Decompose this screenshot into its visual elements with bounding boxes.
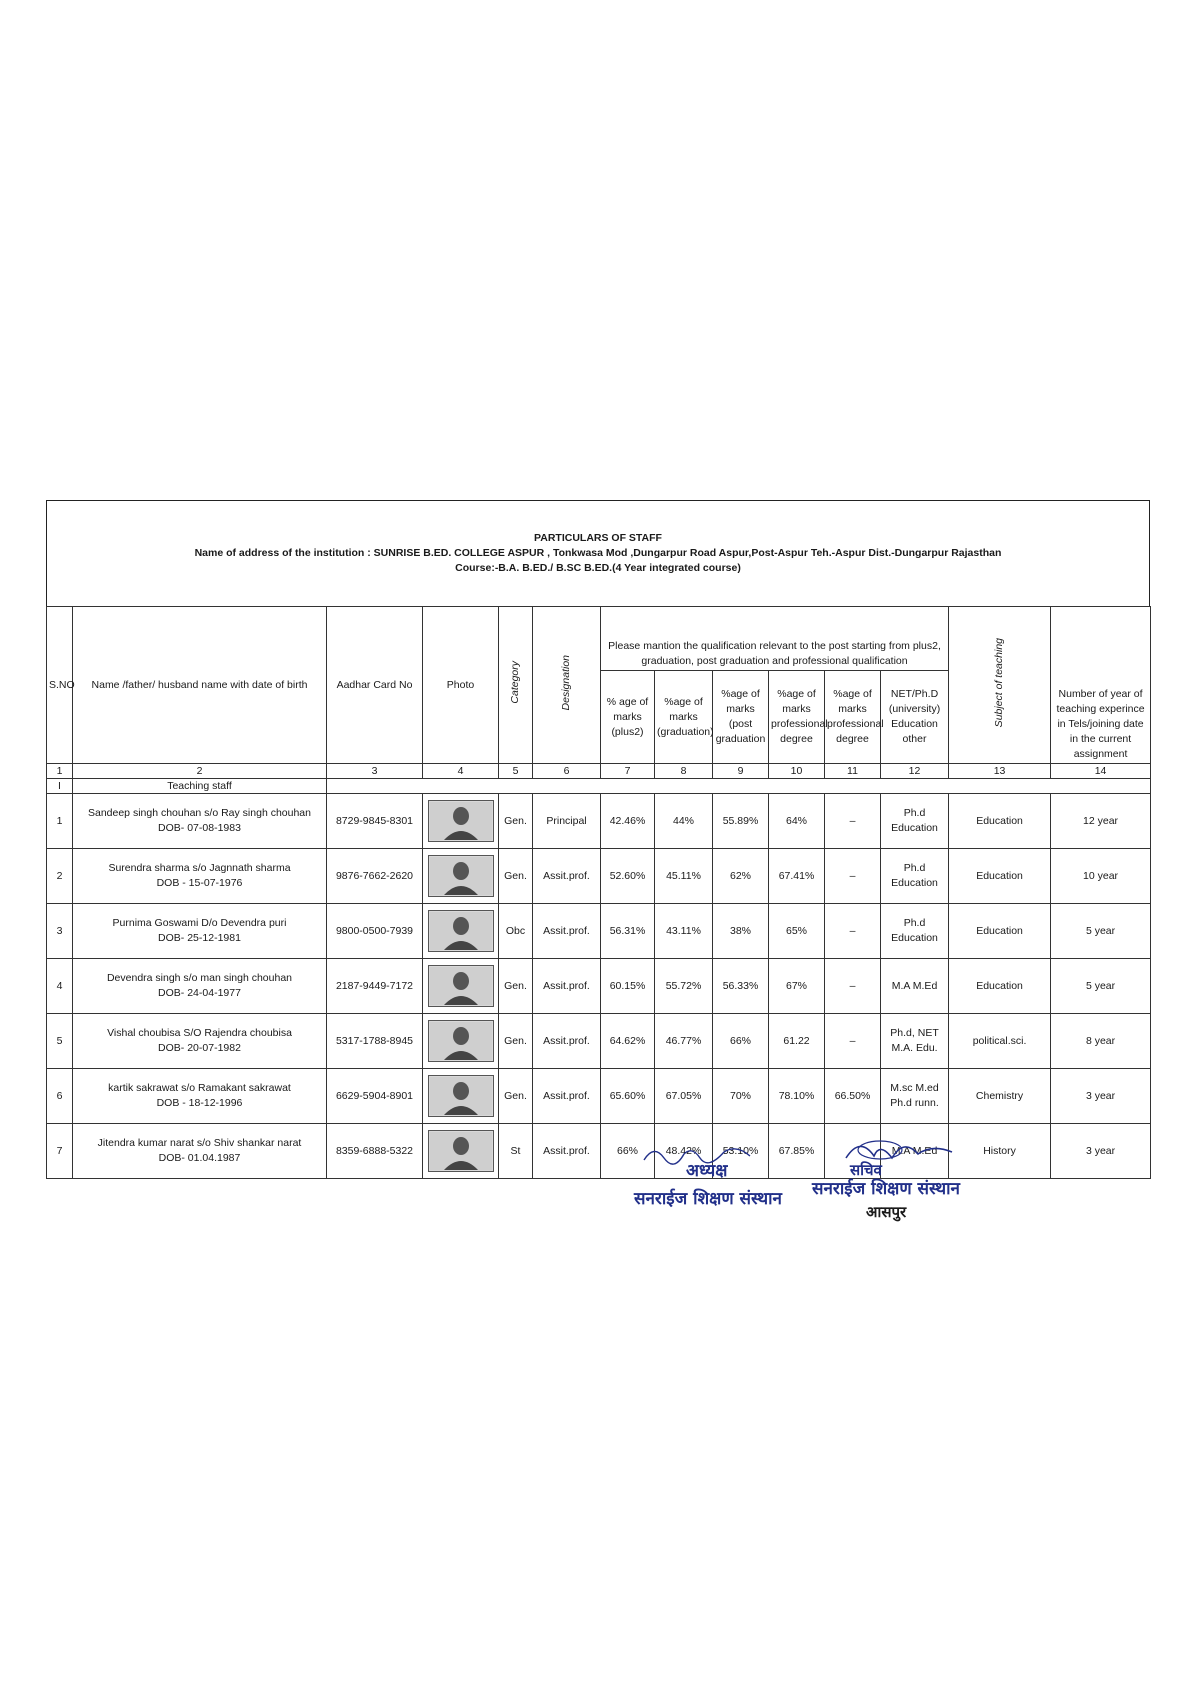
row-professional: 67.41% bbox=[769, 849, 825, 904]
row-post-graduation: 62% bbox=[713, 849, 769, 904]
column-number: 4 bbox=[423, 764, 499, 779]
column-number: 13 bbox=[949, 764, 1051, 779]
row-net-phd: Ph.d Education bbox=[881, 904, 949, 959]
row-professional: 64% bbox=[769, 794, 825, 849]
col-net-phd: NET/Ph.D (university) Education other bbox=[881, 671, 949, 764]
staff-dob: DOB- 25-12-1981 bbox=[158, 932, 241, 944]
row-category: Gen. bbox=[499, 849, 533, 904]
col-professional: %age of marks professional degree bbox=[769, 671, 825, 764]
row-subject: Education bbox=[949, 794, 1051, 849]
table-row bbox=[47, 1124, 1151, 1179]
left-stamp-org: सनराईज शिक्षण संस्थान bbox=[634, 1189, 782, 1209]
row-designation: Principal bbox=[533, 794, 601, 849]
row-photo-cell bbox=[423, 849, 499, 904]
row-photo-cell bbox=[423, 1069, 499, 1124]
row-graduation: 43.11% bbox=[655, 904, 713, 959]
row-professional: 61.22 bbox=[769, 1014, 825, 1069]
row-net-phd: Ph.d, NET M.A. Edu. bbox=[881, 1014, 949, 1069]
row-category: Gen. bbox=[499, 794, 533, 849]
row-professional: 65% bbox=[769, 904, 825, 959]
staff-name: Sandeep singh chouhan s/o Ray singh chouhan bbox=[87, 807, 311, 819]
row-professional: 67% bbox=[769, 959, 825, 1014]
row-subject: Education bbox=[949, 849, 1051, 904]
row-graduation: 48.42% bbox=[655, 1124, 713, 1179]
column-number: 12 bbox=[881, 764, 949, 779]
row-experience: 5 year bbox=[1051, 959, 1151, 1014]
row-sno: 3 bbox=[47, 904, 73, 959]
col-name: Name /father/ husband name with date of birth bbox=[73, 607, 327, 764]
row-sno: 7 bbox=[47, 1124, 73, 1179]
row-name-cell bbox=[73, 849, 327, 904]
staff-table bbox=[46, 606, 1151, 1179]
col-professional-2: %age of marks professional degree bbox=[825, 671, 881, 764]
row-post-graduation: 70% bbox=[713, 1069, 769, 1124]
row-aadhar: 9876-7662-2620 bbox=[327, 849, 423, 904]
row-designation: Assit.prof. bbox=[533, 959, 601, 1014]
staff-photo bbox=[428, 910, 494, 952]
col-category: Category bbox=[499, 607, 533, 764]
row-post-graduation: 55.89% bbox=[713, 794, 769, 849]
row-subject: Education bbox=[949, 904, 1051, 959]
staff-name: Vishal choubisa S/O Rajendra choubisa bbox=[107, 1027, 292, 1039]
staff-document bbox=[46, 500, 1150, 1179]
staff-name: Devendra singh s/o man singh chouhan bbox=[106, 972, 293, 984]
row-category: Gen. bbox=[499, 1069, 533, 1124]
row-professional-2: – bbox=[825, 904, 881, 959]
row-plus2: 64.62% bbox=[601, 1014, 655, 1069]
staff-dob: DOB- 01.04.1987 bbox=[158, 1152, 241, 1164]
document-header bbox=[46, 500, 1150, 606]
col-post-graduation: %age of marks (post graduation bbox=[713, 671, 769, 764]
row-net-phd: M.A M.Ed bbox=[881, 959, 949, 1014]
col-photo: Photo bbox=[423, 607, 499, 764]
row-designation: Assit.prof. bbox=[533, 904, 601, 959]
staff-name: Purnima Goswami D/o Devendra puri bbox=[112, 917, 287, 929]
row-subject: Chemistry bbox=[949, 1069, 1051, 1124]
row-experience: 3 year bbox=[1051, 1124, 1151, 1179]
row-subject: History bbox=[949, 1124, 1051, 1179]
row-plus2: 66% bbox=[601, 1124, 655, 1179]
row-name-cell bbox=[73, 1014, 327, 1069]
row-subject: Education bbox=[949, 959, 1051, 1014]
section-row bbox=[47, 779, 1151, 794]
row-graduation: 45.11% bbox=[655, 849, 713, 904]
staff-photo bbox=[428, 965, 494, 1007]
right-stamp-title: सचिव bbox=[850, 1161, 882, 1179]
document-title: PARTICULARS OF STAFF bbox=[534, 532, 662, 544]
staff-photo bbox=[428, 800, 494, 842]
table-row bbox=[47, 904, 1151, 959]
row-post-graduation: 66% bbox=[713, 1014, 769, 1069]
row-plus2: 42.46% bbox=[601, 794, 655, 849]
staff-name: Jitendra kumar narat s/o Shiv shankar narat bbox=[97, 1137, 302, 1149]
row-professional: 78.10% bbox=[769, 1069, 825, 1124]
row-designation: Assit.prof. bbox=[533, 1124, 601, 1179]
row-sno: 5 bbox=[47, 1014, 73, 1069]
staff-photo bbox=[428, 855, 494, 897]
row-photo-cell bbox=[423, 959, 499, 1014]
row-professional: 67.85% bbox=[769, 1124, 825, 1179]
col-graduation: %age of marks (graduation) bbox=[655, 671, 713, 764]
row-aadhar: 8359-6888-5322 bbox=[327, 1124, 423, 1179]
table-row bbox=[47, 1069, 1151, 1124]
row-post-graduation: 53.10% bbox=[713, 1124, 769, 1179]
row-sno: 6 bbox=[47, 1069, 73, 1124]
row-name-cell bbox=[73, 959, 327, 1014]
column-number: 8 bbox=[655, 764, 713, 779]
staff-dob: DOB - 15-07-1976 bbox=[156, 877, 243, 889]
row-category: Gen. bbox=[499, 1014, 533, 1069]
row-category: Gen. bbox=[499, 959, 533, 1014]
row-aadhar: 2187-9449-7172 bbox=[327, 959, 423, 1014]
row-sno: 2 bbox=[47, 849, 73, 904]
institution-address: Name of address of the institution : SUNRISE B.ED. COLLEGE ASPUR , Tonkwasa Mod ,Dungarpur Road Aspur,Post-Aspur Teh.-Aspur Dist.-Dungarpur Rajasthan bbox=[194, 547, 1002, 559]
row-graduation: 67.05% bbox=[655, 1069, 713, 1124]
row-aadhar: 6629-5904-8901 bbox=[327, 1069, 423, 1124]
staff-name: Surendra sharma s/o Jagnnath sharma bbox=[108, 862, 291, 874]
row-aadhar: 5317-1788-8945 bbox=[327, 1014, 423, 1069]
staff-dob: DOB- 24-04-1977 bbox=[158, 987, 241, 999]
row-sno: 4 bbox=[47, 959, 73, 1014]
column-number: 6 bbox=[533, 764, 601, 779]
col-designation: Designation bbox=[533, 607, 601, 764]
row-net-phd: Ph.d Education bbox=[881, 849, 949, 904]
row-name-cell bbox=[73, 904, 327, 959]
column-number-row bbox=[47, 764, 1151, 779]
row-professional-2: – bbox=[825, 959, 881, 1014]
row-designation: Assit.prof. bbox=[533, 1069, 601, 1124]
row-experience: 12 year bbox=[1051, 794, 1151, 849]
course-line: Course:-B.A. B.ED./ B.SC B.ED.(4 Year integrated course) bbox=[455, 562, 741, 574]
col-sno: S.NO bbox=[47, 607, 73, 764]
staff-photo bbox=[428, 1130, 494, 1172]
header-row bbox=[47, 607, 1151, 671]
row-photo-cell bbox=[423, 794, 499, 849]
row-net-phd: Ph.d Education bbox=[881, 794, 949, 849]
col-aadhar: Aadhar Card No bbox=[327, 607, 423, 764]
row-designation: Assit.prof. bbox=[533, 1014, 601, 1069]
row-photo-cell bbox=[423, 1014, 499, 1069]
row-category: St bbox=[499, 1124, 533, 1179]
row-experience: 8 year bbox=[1051, 1014, 1151, 1069]
column-number: 14 bbox=[1051, 764, 1151, 779]
col-qualification: Please mantion the qualification relevant to the post starting from plus2, graduation, post graduation and professional qualification bbox=[601, 607, 949, 671]
section-roman: I bbox=[47, 779, 73, 794]
row-category: Obc bbox=[499, 904, 533, 959]
left-stamp-title: अध्यक्ष bbox=[686, 1161, 728, 1181]
table-row bbox=[47, 849, 1151, 904]
row-professional-2: – bbox=[825, 849, 881, 904]
table-row bbox=[47, 959, 1151, 1014]
table-row bbox=[47, 1014, 1151, 1069]
column-number: 9 bbox=[713, 764, 769, 779]
row-name-cell bbox=[73, 1069, 327, 1124]
row-plus2: 52.60% bbox=[601, 849, 655, 904]
staff-dob: DOB - 18-12-1996 bbox=[156, 1097, 243, 1109]
row-graduation: 55.72% bbox=[655, 959, 713, 1014]
section-label: Teaching staff bbox=[73, 779, 327, 794]
column-number: 11 bbox=[825, 764, 881, 779]
col-experience: Number of year of teaching experince in Tels/joining date in the current assignment bbox=[1051, 607, 1151, 764]
column-number: 2 bbox=[73, 764, 327, 779]
row-aadhar: 9800-0500-7939 bbox=[327, 904, 423, 959]
column-number: 1 bbox=[47, 764, 73, 779]
row-professional-2: – bbox=[825, 1014, 881, 1069]
row-plus2: 65.60% bbox=[601, 1069, 655, 1124]
col-subject: Subject of teaching bbox=[949, 607, 1051, 764]
row-graduation: 46.77% bbox=[655, 1014, 713, 1069]
row-experience: 3 year bbox=[1051, 1069, 1151, 1124]
row-professional-2: – bbox=[825, 794, 881, 849]
row-name-cell bbox=[73, 794, 327, 849]
staff-rows bbox=[47, 794, 1151, 1179]
row-experience: 10 year bbox=[1051, 849, 1151, 904]
row-post-graduation: 38% bbox=[713, 904, 769, 959]
row-plus2: 56.31% bbox=[601, 904, 655, 959]
column-number: 5 bbox=[499, 764, 533, 779]
row-designation: Assit.prof. bbox=[533, 849, 601, 904]
row-experience: 5 year bbox=[1051, 904, 1151, 959]
row-aadhar: 8729-9845-8301 bbox=[327, 794, 423, 849]
staff-photo bbox=[428, 1020, 494, 1062]
row-sno: 1 bbox=[47, 794, 73, 849]
row-professional-2: 66.50% bbox=[825, 1069, 881, 1124]
row-photo-cell bbox=[423, 1124, 499, 1179]
row-post-graduation: 56.33% bbox=[713, 959, 769, 1014]
row-name-cell bbox=[73, 1124, 327, 1179]
row-graduation: 44% bbox=[655, 794, 713, 849]
staff-dob: DOB- 07-08-1983 bbox=[158, 822, 241, 834]
table-row bbox=[47, 794, 1151, 849]
right-stamp-org: सनराईज शिक्षण संस्थान bbox=[812, 1179, 960, 1199]
staff-name: kartik sakrawat s/o Ramakant sakrawat bbox=[108, 1082, 291, 1094]
column-number: 3 bbox=[327, 764, 423, 779]
staff-photo bbox=[428, 1075, 494, 1117]
col-plus2: % age of marks (plus2) bbox=[601, 671, 655, 764]
right-stamp-place: आसपुर bbox=[866, 1203, 907, 1221]
row-plus2: 60.15% bbox=[601, 959, 655, 1014]
column-number: 10 bbox=[769, 764, 825, 779]
row-photo-cell bbox=[423, 904, 499, 959]
row-net-phd: M.A M.Ed bbox=[881, 1124, 949, 1179]
row-net-phd: M.sc M.ed Ph.d runn. bbox=[881, 1069, 949, 1124]
row-subject: political.sci. bbox=[949, 1014, 1051, 1069]
staff-dob: DOB- 20-07-1982 bbox=[158, 1042, 241, 1054]
column-number: 7 bbox=[601, 764, 655, 779]
